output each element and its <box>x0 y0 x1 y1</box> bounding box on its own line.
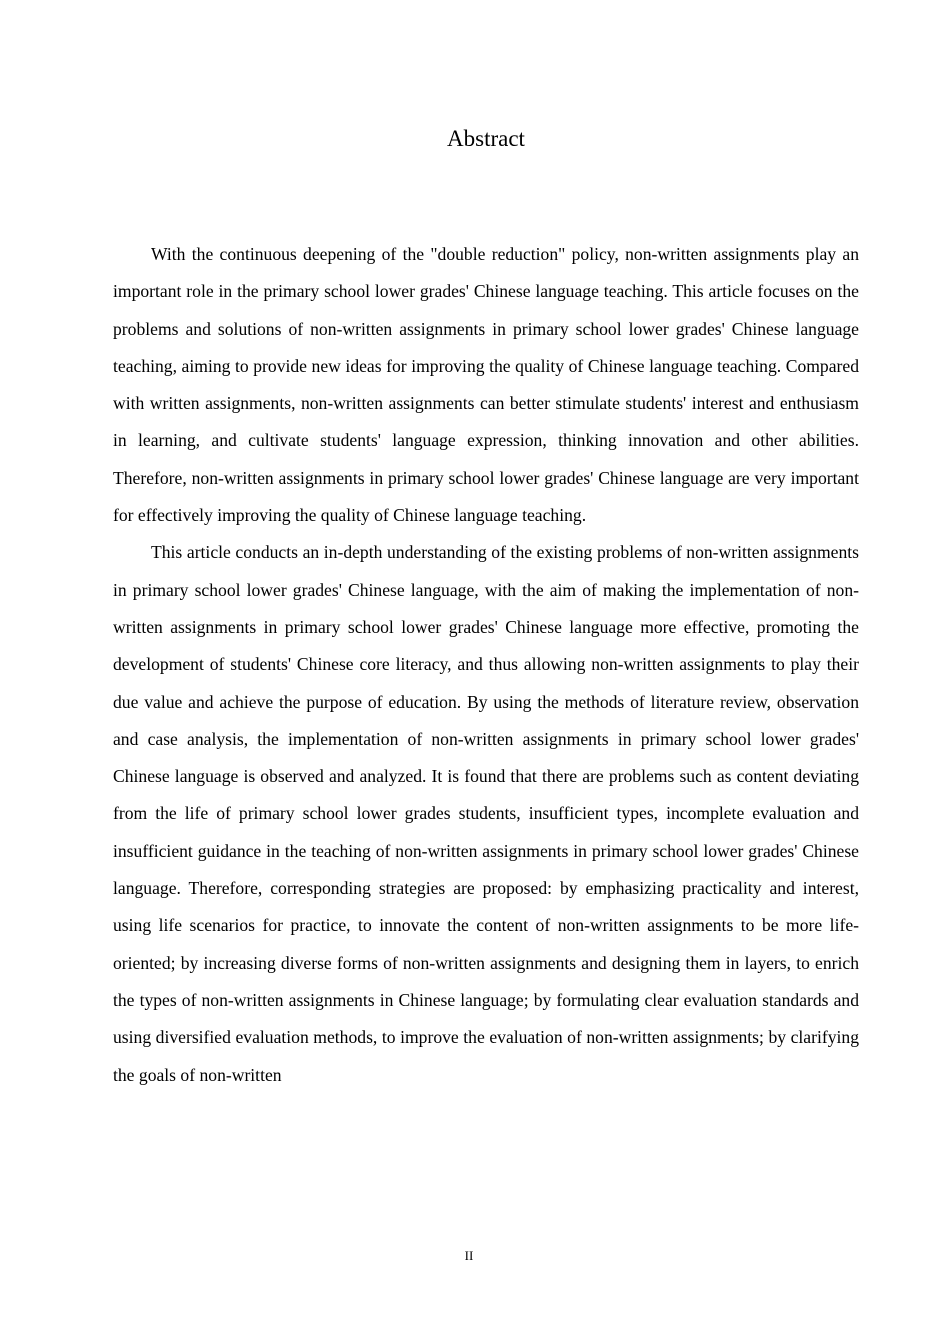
abstract-body <box>113 236 859 1094</box>
abstract-title: Abstract <box>447 126 525 151</box>
abstract-paragraph-1: With the continuous deepening of the "double reduction" policy, non-written assignments play an important role in the primary school lower grades' Chinese language teaching. This article focuses on the problems and solutions of non-written assignments in primary school lower grades' Chinese language teaching, aiming to provide new ideas for improving the quality of Chinese language teaching. Compared with written assignments, non-written assignments can better stimulate students' interest and enthusiasm in learning, and cultivate students' language expression, thinking innovation and other abilities. Therefore, non-written assignments in primary school lower grades' Chinese language are very important for effectively improving the quality of Chinese language teaching. <box>113 244 859 526</box>
abstract-paragraph-2: This article conducts an in-depth understanding of the existing problems of non-written assignments in primary school lower grades' Chinese language, with the aim of making the implementation of non-written assignments in primary school lower grades' Chinese language more effective, promoting the development of students' Chinese core literacy, and thus allowing non-written assignments to play their due value and achieve the purpose of education. By using the methods of literature review, observation and case analysis, the implementation of non-written assignments in primary school lower grades' Chinese language is observed and analyzed. It is found that there are problems such as content deviating from the life of primary school lower grades students, insufficient types, incomplete evaluation and insufficient guidance in the teaching of non-written assignments in primary school lower grades' Chinese language. Therefore, corresponding strategies are proposed: by emphasizing practicality and interest, using life scenarios for practice, to innovate the content of non-written assignments to be more life-oriented; by increasing diverse forms of non-written assignments and designing them in layers, to enrich the types of non-written assignments in Chinese language; by formulating clear evaluation standards and using diversified evaluation methods, to improve the evaluation of non-written assignments; by clarifying the goals of non-written <box>113 542 859 1085</box>
page-number: II <box>464 1248 474 1263</box>
